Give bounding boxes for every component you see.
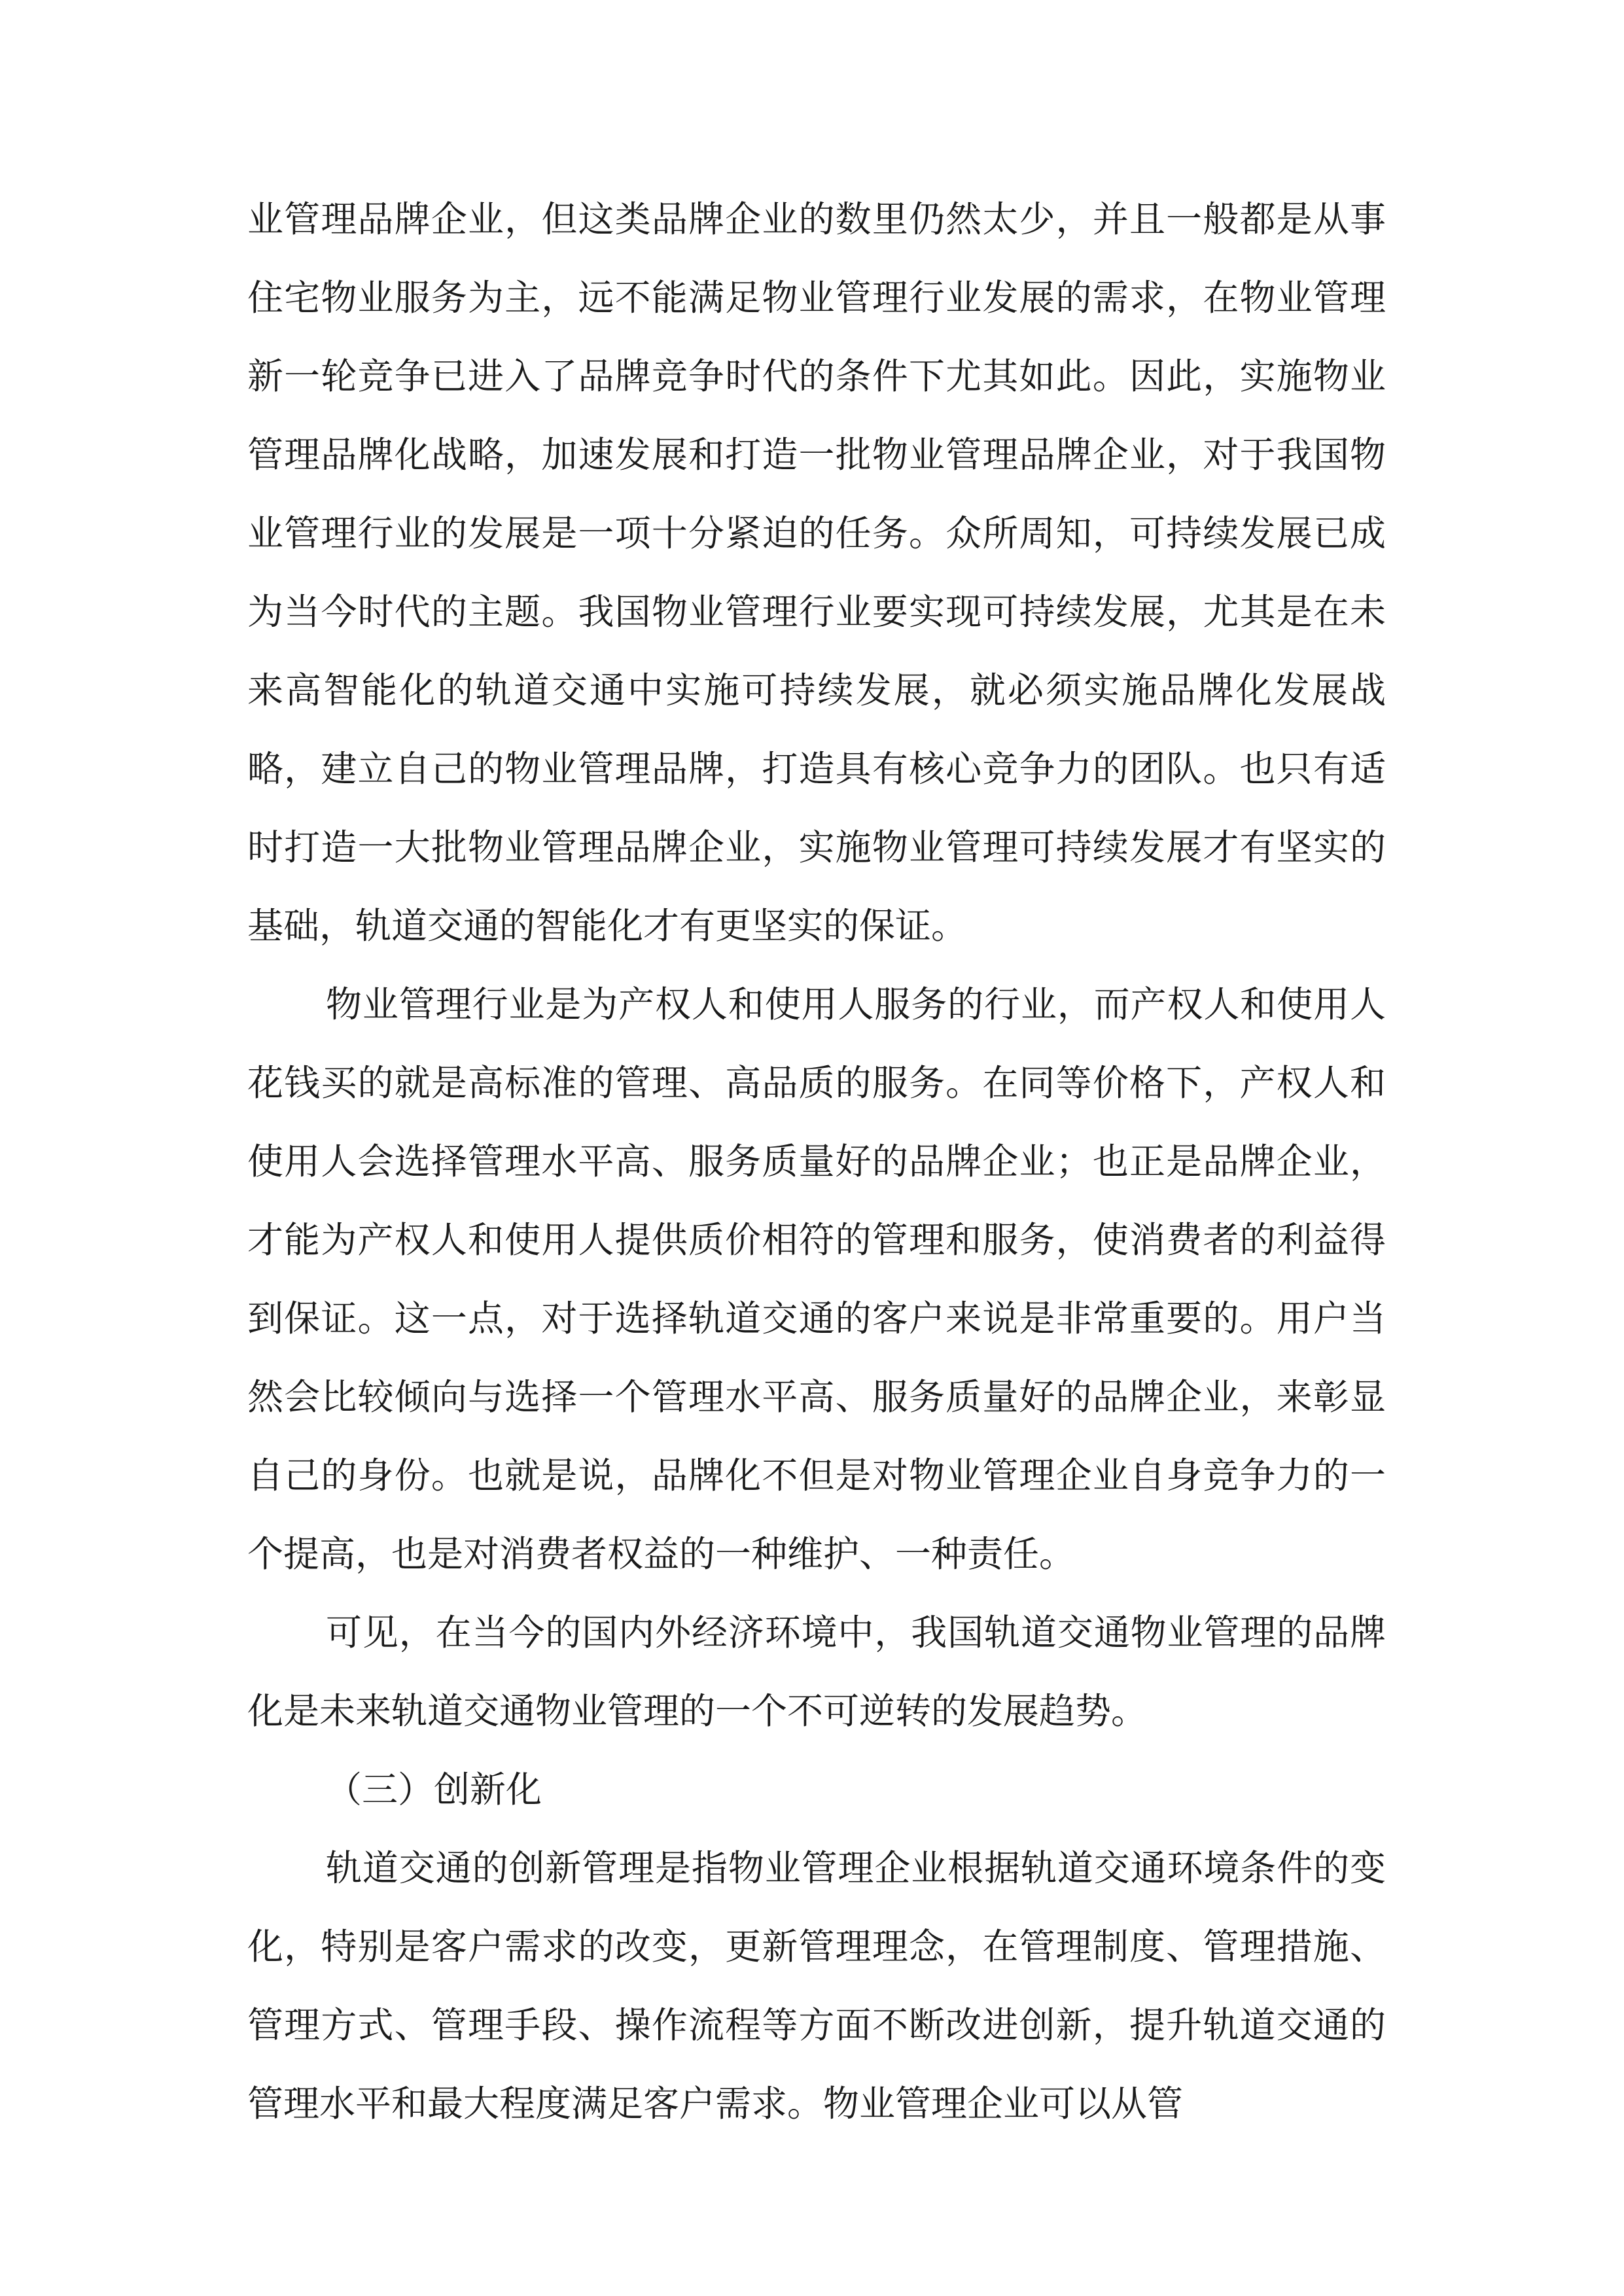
paragraph-innovation: 轨道交通的创新管理是指物业管理企业根据轨道交通环境条件的变化，特别是客户需求的改变，更新管理理念，在管理制度、管理措施、管理方式、管理手段、操作流程等方面不断改进创新，提升轨道交通的管理水平和最大程度满足客户需求。物业管理企业可以从管: [247, 1847, 1386, 2125]
paragraph-continuation: 业管理品牌企业，但这类品牌企业的数里仍然太少，并且一般都是从事住宅物业服务为主，远不能满足物业管理行业发展的需求，在物业管理新一轮竞争已进入了品牌竞争时代的条件下尤其如此。因此，实施物业管理品牌化战略，加速发展和打造一批物业管理品牌企业，对于我国物业管理行业的发展是一项十分紧迫的任务。众所周知，可持续发展已成为当今时代的主题。我国物业管理行业要实现可持续发展，尤其是在未来高智能化的轨道交通中实施可持续发展，就必须实施品牌化发展战略，建立自己的物业管理品牌，打造具有核心竞争力的团队。也只有适时打造一大批物业管理品牌企业，实施物业管理可持续发展才有坚实的基础，轨道交通的智能化才有更坚实的保证。: [247, 198, 1386, 947]
paragraph-brand-service: 物业管理行业是为产权人和使用人服务的行业，而产权人和使用人花钱买的就是高标准的管理、高品质的服务。在同等价格下，产权人和使用人会选择管理水平高、服务质量好的品牌企业；也正是品牌企业，才能为产权人和使用人提供质价相符的管理和服务，使消费者的利益得到保证。这一点，对于选择轨道交通的客户来说是非常重要的。用户当然会比较倾向与选择一个管理水平高、服务质量好的品牌企业，来彰显自己的身份。也就是说，品牌化不但是对物业管理企业自身竞争力的一个提高，也是对消费者权益的一种维护、一种责任。: [247, 983, 1386, 1575]
document-body: [247, 180, 1386, 2143]
paragraph-brand-trend: 可见，在当今的国内外经济环境中，我国轨道交通物业管理的品牌化是未来轨道交通物业管理的一个不可逆转的发展趋势。: [247, 1612, 1386, 1732]
section-heading-innovation: （三）创新化: [326, 1769, 542, 1810]
